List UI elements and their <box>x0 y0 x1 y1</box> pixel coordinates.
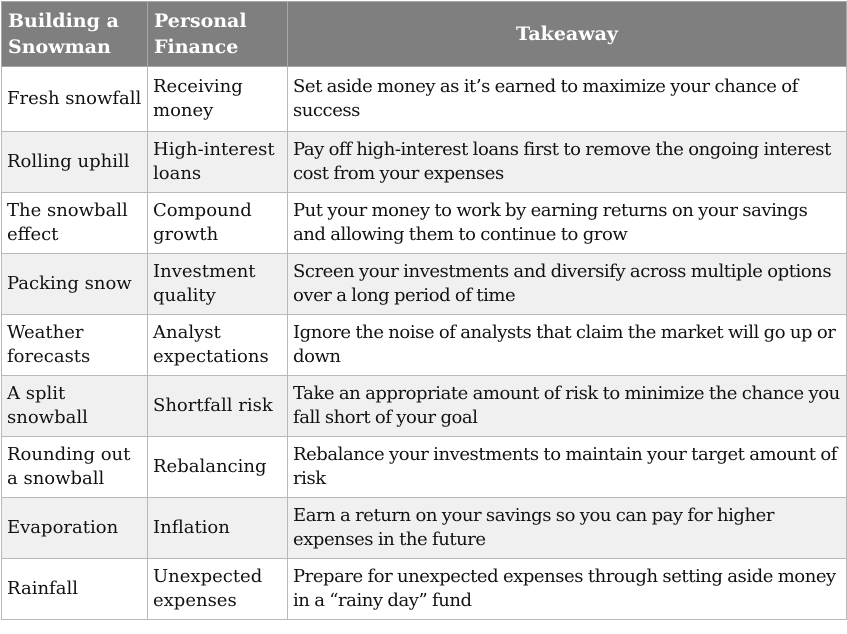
finance-cell: Shortfall risk <box>148 376 288 437</box>
finance-cell: Investment quality <box>148 254 288 315</box>
takeaway-cell: Put your money to work by earning returns on your savings and allowing them to continue to grow <box>288 193 847 254</box>
takeaway-cell: Set aside money as it’s earned to maximize your chance of success <box>288 67 847 132</box>
takeaway-cell: Pay off high-interest loans first to remove the ongoing interest cost from your expenses <box>288 132 847 193</box>
takeaway-cell: Screen your investments and diversify across multiple options over a long period of time <box>288 254 847 315</box>
header-personal-finance: Personal Finance <box>148 2 288 67</box>
takeaway-cell: Rebalance your investments to maintain your target amount of risk <box>288 437 847 498</box>
table-row <box>2 437 847 498</box>
table-row <box>2 254 847 315</box>
snowman-cell: Rounding out a snowball <box>2 437 148 498</box>
snowman-finance-table <box>1 1 847 620</box>
table-row <box>2 559 847 620</box>
table-row <box>2 67 847 132</box>
finance-cell: Rebalancing <box>148 437 288 498</box>
snowman-cell: Rolling uphill <box>2 132 148 193</box>
finance-cell: Analyst expectations <box>148 315 288 376</box>
header-row <box>2 2 847 67</box>
table-row <box>2 193 847 254</box>
finance-cell: Compound growth <box>148 193 288 254</box>
takeaway-cell: Earn a return on your savings so you can pay for higher expenses in the future <box>288 498 847 559</box>
table-row <box>2 132 847 193</box>
snowman-cell: Fresh snowfall <box>2 67 148 132</box>
takeaway-cell: Take an appropriate amount of risk to minimize the chance you fall short of your goal <box>288 376 847 437</box>
snowman-cell: The snowball effect <box>2 193 148 254</box>
table-row <box>2 315 847 376</box>
takeaway-cell: Prepare for unexpected expenses through setting aside money in a “rainy day” fund <box>288 559 847 620</box>
finance-cell: Inflation <box>148 498 288 559</box>
snowman-cell: Rainfall <box>2 559 148 620</box>
table-header <box>2 2 847 67</box>
snowman-cell: Evaporation <box>2 498 148 559</box>
snowman-cell: A split snowball <box>2 376 148 437</box>
snowman-cell: Packing snow <box>2 254 148 315</box>
header-takeaway: Takeaway <box>288 2 847 67</box>
finance-cell: Unexpected expenses <box>148 559 288 620</box>
table-row <box>2 376 847 437</box>
finance-cell: High-interest loans <box>148 132 288 193</box>
table-body <box>2 67 847 620</box>
snowman-cell: Weather forecasts <box>2 315 148 376</box>
takeaway-cell: Ignore the noise of analysts that claim the market will go up or down <box>288 315 847 376</box>
finance-cell: Receiving money <box>148 67 288 132</box>
table-row <box>2 498 847 559</box>
header-building-a-snowman: Building a Snowman <box>2 2 148 67</box>
